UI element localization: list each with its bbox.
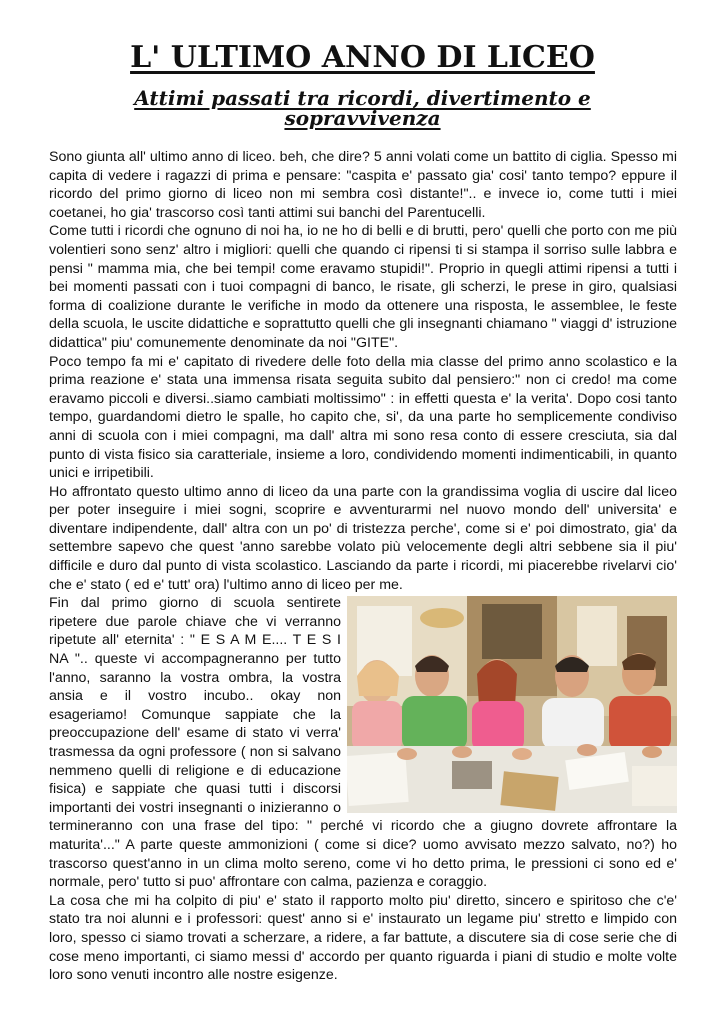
paragraph-2: Come tutti i ricordi che ognuno di noi ha, io ne ho di belli e di brutti, pero' quelli che porto con me più volentieri sono senz' altro i migliori: quelli che quando ci ripensi ti si stampa il sorriso sulle labbra e pensi " mamma mia, che bei tempi! come eravamo stupidi!". Proprio in quegli attimi ripensi a tutti i bei momenti passati con i tuoi compagni di banco, le risate, gli scherzi, le prese in giro, qualsiasi forma di coalizione durante le verifiche in modo da ottenere una risposta, le assemblee, le feste della scuola, le uscite didattiche e soprattutto quelli che gli insegnanti chiamano " viaggi d' istruzione didattica" piu' comunemente denominate da noi "GITE". bbox=[49, 223, 677, 351]
paragraph-1: Sono giunta all' ultimo anno di liceo. beh, che dire? 5 anni volati come un battito di ciglia. Spesso mi capita di vedere i ragazzi di prima e pensare: "caspita e' passato gia' cosi' tanto tempo? eppure il ricordo del primo giorno di liceo non mi sembra così distante!".. e invece io, come tutti i miei coetanei, ho gia' trascorso così tanti attimi sui banchi del Parentucelli. bbox=[49, 149, 677, 221]
students-photo-illustration bbox=[347, 596, 677, 813]
students-photo bbox=[347, 596, 677, 813]
article-subtitle: Attimi passati tra ricordi, divertimento e sopravvivenza bbox=[134, 86, 591, 130]
article-title: L' ULTIMO ANNO DI LICEO bbox=[130, 40, 595, 75]
paragraph-3: Poco tempo fa mi e' capitato di rivedere delle foto della mia classe del primo anno scolastico e la prima reazione e' stata una immensa risata seguita subito dal pensiero:" non ci credo! ma come eravamo piccoli e diversi..siamo cambiati moltissimo" : in effetti questa e' la verita'. Dopo cosi tanto tempo, guardandomi dietro le spalle, ho capito che, si', da una parte ho semplicemente condiviso anni di scuola con i miei compagni, ma dall' altra mi sono resa conto di essere cresciuta, sia dal punto di vista fisico sia caratteriale, insieme a loro, condividendo momenti indimenticabili, in quanto unici e irripetibili. bbox=[49, 353, 677, 482]
paragraph-6: La cosa che mi ha colpito di piu' e' stato il rapporto molto piu' diretto, sincero e spiritoso che c'e' stato tra noi alunni e i professori: quest' anno si e' instaurato un legame piu' stretto e limpido con loro, spesso ci siamo trovati a scherzare, a ridere, a far battute, a discutere sia di cose serie che di cose meno importanti, ci siamo messi d' accordo per quanto riguarda i piani di studio e molte volte loro sono venuti incontro alle nostre esigenze. bbox=[49, 892, 677, 984]
paragraph-4: Ho affrontato questo ultimo anno di liceo da una parte con la grandissima voglia di uscire dal liceo per poter inseguire i miei sogni, scoprire e avventurarmi nel nuovo mondo dell' universita' e diventare indipendente, dall' altra con un po' di tristezza perche', come si e' poi dimostrato, gia' da settembre sapevo che quest 'anno sarebbe volato più velocemente degli altri sebbene sia il piu' difficile e duro dal punto di vista scolastico. Lasciando da parte i ricordi, mi piacerebbe rivelarvi cio' che e' stato ( ed e' tutt' ora) l'ultimo anno di liceo per me. bbox=[49, 483, 677, 593]
article-body bbox=[49, 148, 677, 985]
paragraph-5: Fin dal primo giorno di scuola sentirete ripetere due parole chiave che vi verranno ripetute all' eternita' : " E S A M E.... T E S I NA ".. queste vi accompagneranno per tutto l'anno, saranno la vostra ombra, la vostra ansia e il vostro incubo.. okay non esageriamo! Comunque sappiate che la preoccupazione dell' esame di stato vi verra' trasmessa da ogni professore ( non si salvano nemmeno quelli di religione e di educazione fisica) e sappiate che quasi tutti i discorsi importanti dei vostri insegnanti o inizieranno o termineranno con una frase del tipo: " perché vi ricordo che a giugno dovrete affrontare la maturita'..." A parte queste ammonizioni ( come si dice? uomo avvisato mezzo salvato, no?) ho trascorso quest'anno in un clima molto sereno, come vi ho detto prima, le pressioni ci sono ed e' normale, pero' tutto si puo' affrontare con calma, pazienza e coraggio. bbox=[49, 595, 677, 891]
